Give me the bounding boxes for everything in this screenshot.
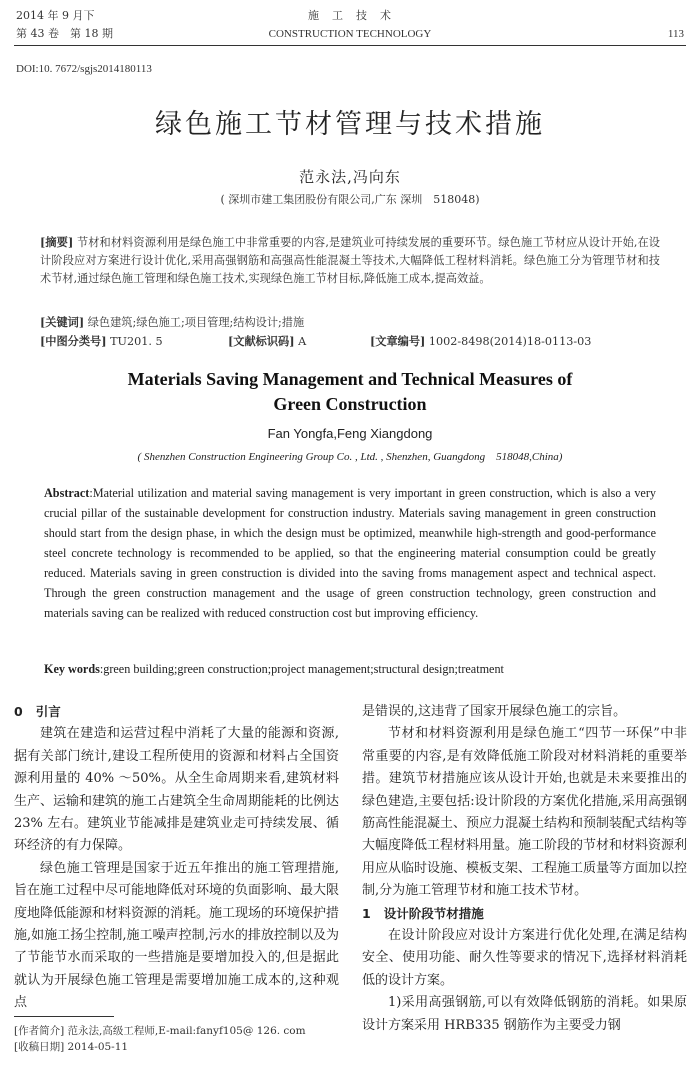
right-paragraph-3: 在设计阶段应对设计方案进行优化处理,在满足结构安全、使用功能、耐久性等要求的情况下,选择材料消耗低的设计方案。 <box>362 928 687 988</box>
right-paragraph-4: 1)采用高强钢筋,可以有效降低钢筋的消耗。如果原设计方案采用 HRB335 钢筋作为主要受力钢 <box>362 995 687 1033</box>
left-column <box>14 701 339 1015</box>
keywords-en <box>44 659 656 679</box>
footnote-received <box>14 1040 128 1054</box>
document-code <box>228 332 306 351</box>
keywords-cn <box>40 313 660 332</box>
header-page-number: 113 <box>667 28 684 40</box>
article-number-label: [文章编号] <box>370 334 426 348</box>
document-code-value: A <box>298 335 307 348</box>
right-column <box>362 701 687 1037</box>
clc-number <box>40 332 163 351</box>
article-number <box>370 332 591 351</box>
header-journal-cn: 施 工 技 术 <box>308 9 392 22</box>
header-date: 2014 年 9 月下 <box>16 9 95 22</box>
section-1-heading <box>362 903 687 925</box>
abstract-en <box>44 483 656 623</box>
abstract-cn-text: 节材和材料资源利用是绿色施工中非常重要的内容,是建筑业可持续发展的重要环节。绿色施工节材应从设计开始,在设计阶段应对方案进行设计优化,采用高强钢筋和高强高性能混凝土等技术,大幅降低工程材料消耗。绿色施工分为管理节材和技术节材,通过绿色施工管理和绿色施工技术,实现绿色施工节材目标,降低施工成本,提高效益。 <box>40 236 660 285</box>
abstract-cn-label: [摘要] <box>40 235 74 249</box>
right-paragraph-1: 是错误的,这违背了国家开展绿色施工的宗旨。 <box>362 704 627 719</box>
footnote-received-label: [收稿日期] <box>14 1041 65 1053</box>
keywords-cn-text: 绿色建筑;绿色施工;项目管理;结构设计;措施 <box>87 316 305 329</box>
section-1-number: 1 <box>362 905 371 921</box>
section-0-heading <box>14 701 339 723</box>
header-rule <box>14 45 686 46</box>
document-code-label: [文献标识码] <box>228 334 295 348</box>
keywords-en-text: :green building;green construction;project management;structural design;treatment <box>99 662 504 676</box>
left-paragraph-2: 绿色施工管理是国家于近五年推出的施工管理措施,旨在施工过程中尽可能地降低对环境的负面影响、最大限度地降低能源和材料资源的消耗。施工现场的环境保护措施,如施工扬尘控制,施工噪声控制,污水的排放控制以及为了节能节水而采取的一些措施是要增加投入的,但是据此就认为开展绿色施工管理是需要增加施工成本的,这种观点 <box>14 860 340 1011</box>
header-volume: 第 43 卷 第 18 期 <box>16 27 113 40</box>
header-journal-en: CONSTRUCTION TECHNOLOGY <box>268 28 432 40</box>
right-paragraph-2: 节材和材料资源利用是绿色施工“四节一环保”中非常重要的内容,是有效降低施工阶段对材料消耗的重要举措。建筑节材措施应该从设计开始,也就是未来要推出的绿色建造,主要包括:设计阶段的方案优化措施,采用高强钢筋高性能混凝土、预应力混凝土结构和预制装配式结构等大幅度降低工程材料用量。施工阶段的节材和材料资源利用应从临时设施、模板支架、工程施工质量等方面加以控制,分为施工管理节材和施工技术节材。 <box>362 726 688 899</box>
keywords-cn-label: [关键词] <box>40 315 85 329</box>
title-en-line1: Materials Saving Management and Technical Measures of <box>127 369 573 389</box>
footnote-author-label: [作者简介] <box>14 1025 65 1037</box>
footnote-received-text: 2014-05-11 <box>67 1041 129 1053</box>
doi: DOI:10. 7672/sgjs2014180113 <box>16 63 152 75</box>
abstract-en-text: :Material utilization and material saving management is very important in green construction, which is also a very crucial pillar of the sustainable development for construction industry. Materials saving management in green construction should start from the design phase, in which the design must be optimized, meanwhile high-strength and good-performance steel concrete technology is recommended to be applied, so that the engineering material consumption could be greatly reduced. Materials saving in green construction is divided into the saving froms management aspect and technical aspect. Through the green construction management and the usage of green construction technology, green construction and materials saving can be realized with reduced construction cost but improving efficiency. <box>44 486 656 620</box>
section-1-title: 设计阶段节材措施 <box>383 905 484 921</box>
footnote-author-text: 范永法,高级工程师,E-mail:fanyf105@ 126. com <box>67 1025 306 1037</box>
section-0-number: 0 <box>14 704 23 719</box>
abstract-en-label: Abstract <box>44 486 90 500</box>
keywords-en-label: Key words <box>44 662 100 676</box>
authors-en: Fan Yongfa,Feng Xiangdong <box>267 426 433 441</box>
affiliation-en: ( Shenzhen Construction Engineering Group Co. , Ltd. , Shenzhen, Guangdong 518048,China) <box>137 451 563 463</box>
clc-value: TU201. 5 <box>110 335 163 348</box>
title-en-line2: Green Construction <box>273 394 427 414</box>
footnote-author <box>14 1024 306 1038</box>
left-paragraph-1: 建筑在建造和运营过程中消耗了大量的能源和资源,据有关部门统计,建设工程所使用的资源和材料占全国资源利用量的 40% ～50%。从全生命周期来看,建筑材料生产、运输和建筑的施工占建筑全生命周期能耗的比例达 23% 左右。建筑业节能减排是建筑业走可持续发展、循环经济的有力保障。 <box>14 726 340 854</box>
clc-label: [中图分类号] <box>40 334 107 348</box>
affiliation-cn: ( 深圳市建工集团股份有限公司,广东 深圳 518048) <box>220 193 480 206</box>
title-cn: 绿色施工节材管理与技术措施 <box>155 109 545 140</box>
section-0-title: 引言 <box>35 704 61 719</box>
authors-cn: 范永法,冯向东 <box>299 168 401 186</box>
article-number-value: 1002-8498(2014)18-0113-03 <box>428 335 592 348</box>
footnote-rule <box>14 1016 114 1017</box>
abstract-cn <box>40 233 660 288</box>
